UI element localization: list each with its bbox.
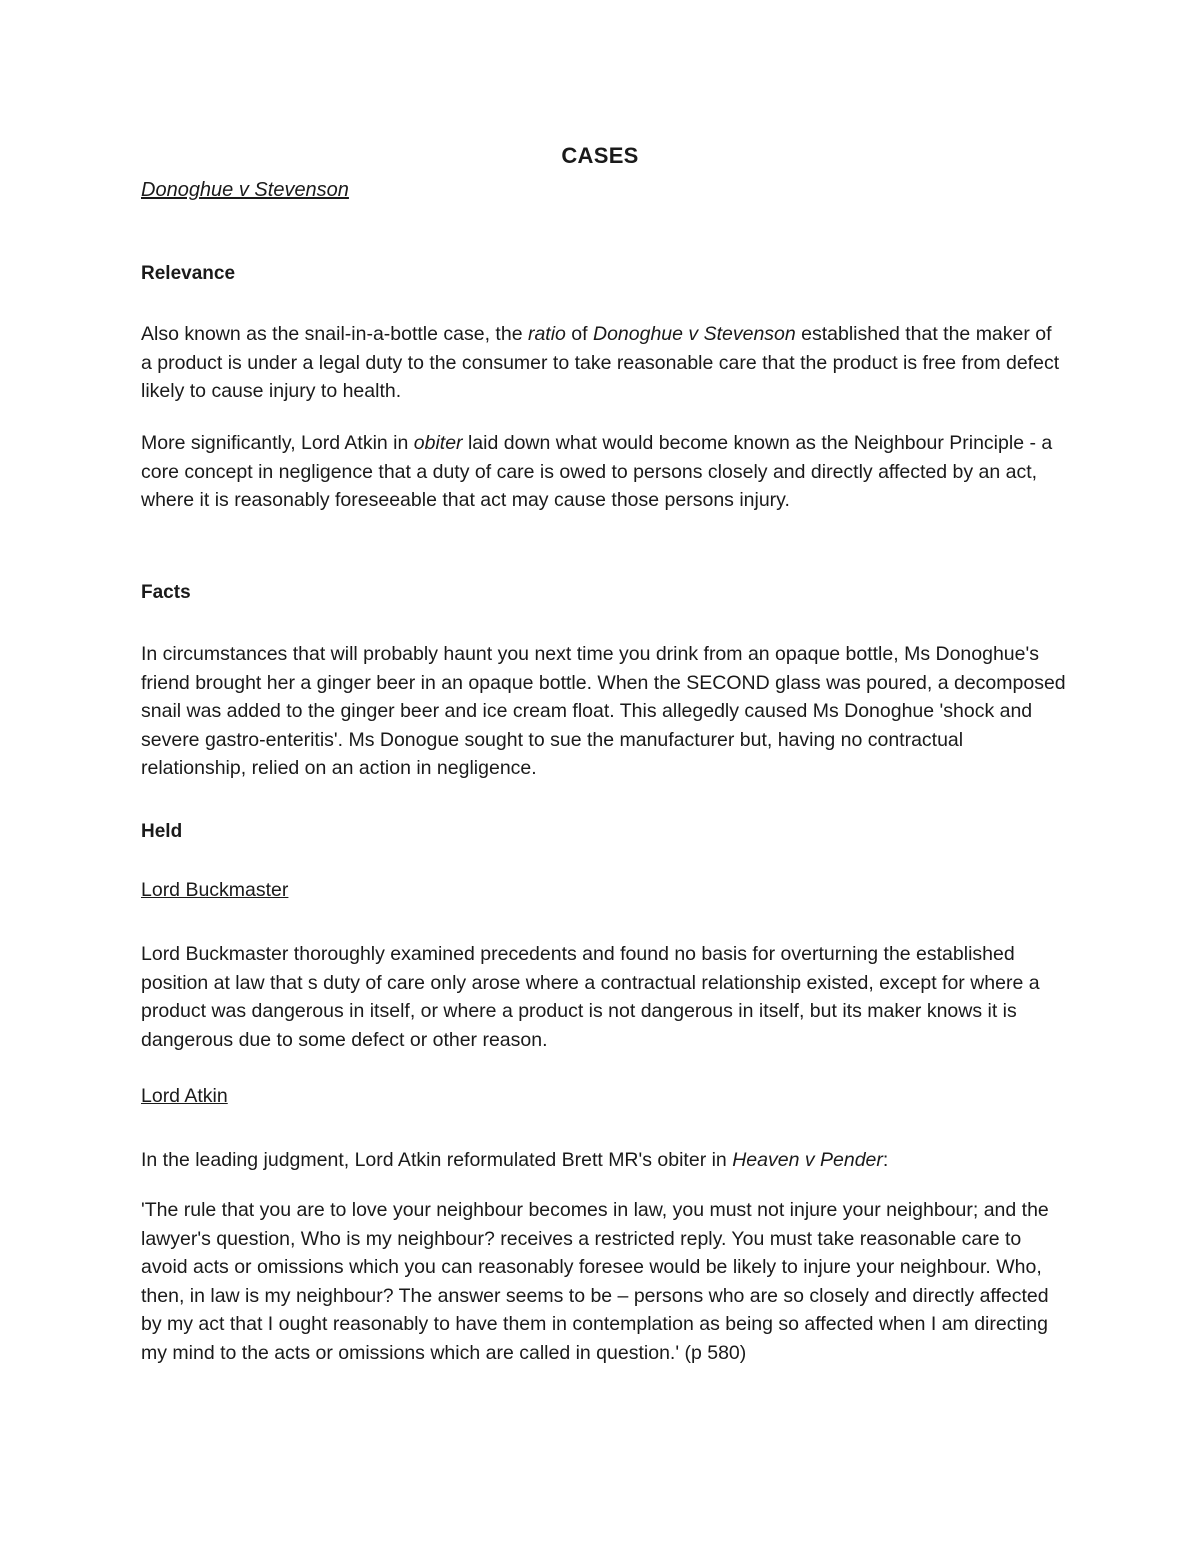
atkin-quote-paragraph: 'The rule that you are to love your neighbour becomes in law, you must not injure your neighbour; and the lawyer's question, Who is my neighbour? receives a restricted reply. You must take reasonable care to avoid acts or omissions which you can reasonably foresee would be likely to injure your neighbour. Who, then, in law is my neighbour? The answer seems to be – persons who are so closely and directly affected by my act that I ought reasonably to have them in contemplation as being so affected when I am directing my mind to the acts or omissions which are called in question.' (p 580): [141, 1199, 1049, 1364]
text-run-italic: ratio: [527, 323, 566, 345]
subheading-lord-buckmaster: Lord Buckmaster: [141, 879, 289, 901]
relevance-paragraph-2: [141, 429, 1066, 515]
relevance-paragraph-1: [141, 320, 1066, 406]
buckmaster-paragraph: Lord Buckmaster thoroughly examined precedents and found no basis for overturning the established position at law that s duty of care only arose where a contractual relationship existed, except for where a product was dangerous in itself, or where a product is not dangerous in itself, but its maker knows it is dangerous due to some defect or other reason.: [141, 943, 1040, 1051]
page-title: CASES: [561, 143, 639, 168]
heading-relevance: Relevance: [141, 263, 236, 284]
text-run: established that the maker of a product is under a legal duty to the consumer to take reasonable care that the product is free from defect likely to cause injury to health.: [141, 323, 1060, 403]
text-run: In the leading judgment, Lord Atkin reformulated Brett MR's obiter in: [141, 1149, 733, 1171]
atkin-paragraph-1: [141, 1146, 1066, 1175]
text-run: Also known as the snail-in-a-bottle case, the: [141, 323, 528, 345]
heading-held: Held: [141, 821, 183, 842]
heading-facts: Facts: [141, 582, 191, 603]
facts-paragraph: In circumstances that will probably haunt you next time you drink from an opaque bottle, Ms Donoghue's friend brought her a ginger beer in an opaque bottle. When the SECOND glass was poured, a decomposed snail was added to the ginger beer and ice cream float. This allegedly caused Ms Donoghue 'shock and severe gastro-enteritis'. Ms Donogue sought to sue the manufacturer but, having no contractual relationship, relied on an action in negligence.: [141, 643, 1066, 780]
text-run-italic: Donoghue v Stevenson: [593, 323, 796, 345]
text-run: of: [565, 323, 593, 345]
case-name: Donoghue v Stevenson: [141, 179, 349, 201]
subheading-lord-atkin: Lord Atkin: [141, 1085, 228, 1107]
text-run: :: [882, 1149, 889, 1171]
text-run: laid down what would become known as the Neighbour Principle - a core concept in negligence that a duty of care is owed to persons closely and directly affected by an act, where it is reasonably foreseeable that act may cause those persons injury.: [141, 432, 1053, 512]
text-run: More significantly, Lord Atkin in: [141, 432, 414, 454]
text-run-italic: obiter: [413, 432, 463, 454]
text-run-italic: Heaven v Pender: [732, 1149, 883, 1171]
